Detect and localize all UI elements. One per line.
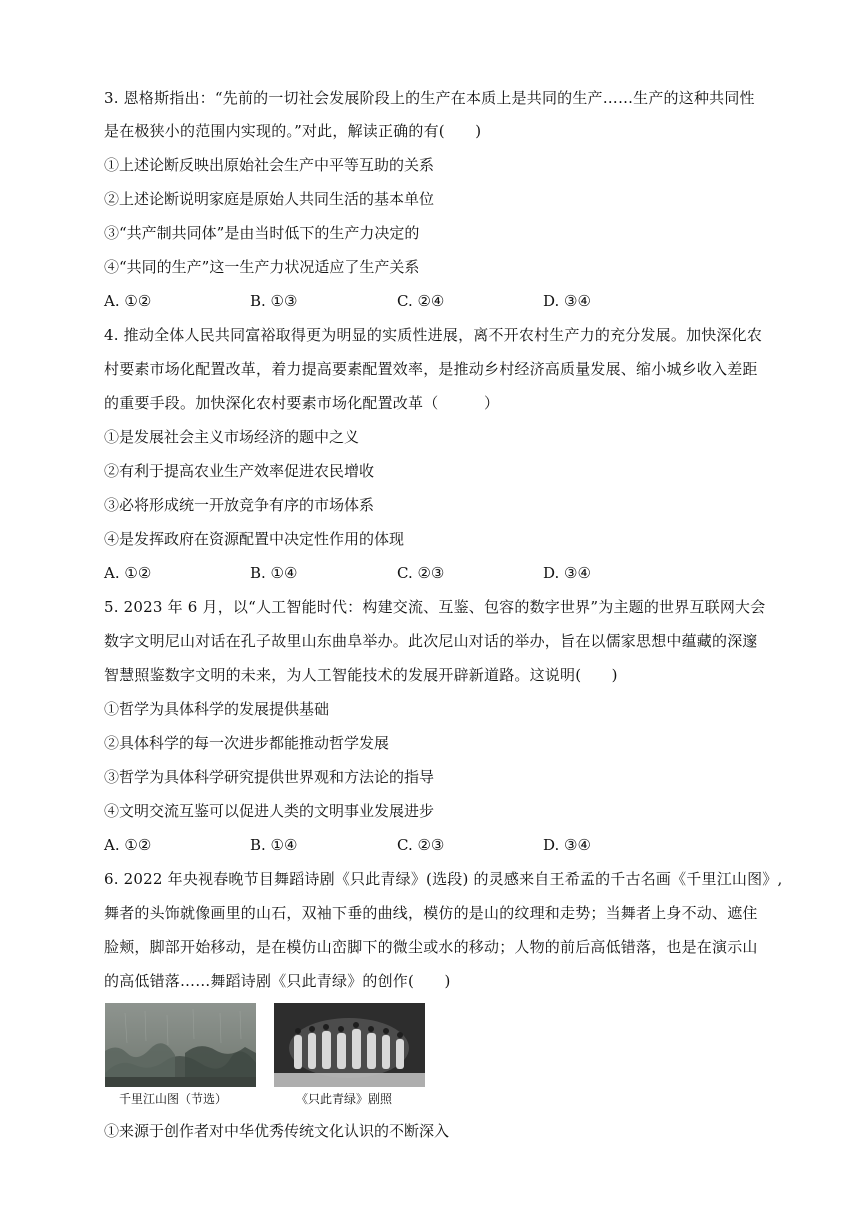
q4-stem-line-1: 4. 推动全体人民共同富裕取得更为明显的实质性进展，离不开农村生产力的充分发展。加快深化农 — [104, 326, 763, 344]
q6-stem-line-4: 的高低错落……舞蹈诗剧《只此青绿》的创作( ) — [104, 972, 451, 990]
q6-stem-line-1: 6. 2022 年央视春晚节目舞蹈诗剧《只此青绿》(选段) 的灵感来自王希孟的千古名画《千里江山图》, — [104, 870, 783, 888]
q4-option-c: C. ②③ — [397, 564, 445, 582]
q5-stem-line-2: 数字文明尼山对话在孔子故里山东曲阜举办。此次尼山对话的举办，旨在以儒家思想中蕴藏的深邃 — [104, 632, 758, 650]
q3-statement-1: ①上述论断反映出原始社会生产中平等互助的关系 — [104, 156, 435, 174]
q5-statement-3: ③哲学为具体科学研究提供世界观和方法论的指导 — [104, 768, 435, 786]
q5-stem-line-3: 智慧照鉴数字文明的未来，为人工智能技术的发展开辟新道路。这说明( ) — [104, 666, 618, 684]
q4-statement-4: ④是发挥政府在资源配置中决定性作用的体现 — [104, 530, 405, 548]
q3-option-c: C. ②④ — [397, 292, 445, 310]
q3-option-a: A. ①② — [104, 292, 152, 310]
q5-option-c: C. ②③ — [397, 836, 445, 854]
q4-statement-2: ②有利于提高农业生产效率促进农民增收 — [104, 462, 375, 480]
q6-stem-line-3: 脸颊，脚部开始移动，是在模仿山峦脚下的微尘或水的移动；人物的前后高低错落，也是在演示山 — [104, 938, 758, 956]
q4-stem-line-3: 的重要手段。加快深化农村要素市场化配置改革（ ） — [104, 394, 500, 412]
q3-stem-line-2: 是在极狭小的范围内实现的。”对此，解读正确的有( ) — [104, 122, 482, 140]
q6-stem-line-2: 舞者的头饰就像画里的山石，双袖下垂的曲线，模仿的是山的纹理和走势；当舞者上身不动、遮住 — [104, 904, 758, 922]
q6-statement-1: ①来源于创作者对中华优秀传统文化认识的不断深入 — [104, 1122, 450, 1140]
q5-option-b: B. ①④ — [250, 836, 298, 854]
q5-option-d: D. ③④ — [543, 836, 591, 854]
q3-stem-line-1: 3. 恩格斯指出：“先前的一切社会发展阶段上的生产在本质上是共同的生产……生产的这种共同性 — [104, 89, 755, 107]
q3-statement-3: ③“共产制共同体”是由当时低下的生产力决定的 — [104, 224, 420, 242]
q4-option-a: A. ①② — [104, 564, 152, 582]
q4-option-b: B. ①④ — [250, 564, 298, 582]
q4-statement-3: ③必将形成统一开放竞争有序的市场体系 — [104, 496, 375, 514]
q5-statement-2: ②具体科学的每一次进步都能推动哲学发展 — [104, 734, 390, 752]
q3-option-b: B. ①③ — [250, 292, 298, 310]
painting-caption: 千里江山图（节选） — [119, 1092, 228, 1106]
q5-statement-4: ④文明交流互鉴可以促进人类的文明事业发展进步 — [104, 802, 435, 820]
q3-option-d: D. ③④ — [543, 292, 591, 310]
q3-statement-2: ②上述论断说明家庭是原始人共同生活的基本单位 — [104, 190, 435, 208]
q3-statement-4: ④“共同的生产”这一生产力状况适应了生产关系 — [104, 258, 420, 276]
q5-statement-1: ①哲学为具体科学的发展提供基础 — [104, 700, 330, 718]
dance-stage-photo-image — [274, 1003, 425, 1087]
q5-option-a: A. ①② — [104, 836, 152, 854]
q5-stem-line-1: 5. 2023 年 6 月，以“人工智能时代：构建交流、互鉴、包容的数字世界”为主题的世界互联网大会 — [104, 598, 766, 616]
q4-option-d: D. ③④ — [543, 564, 591, 582]
q4-stem-line-2: 村要素市场化配置改革，着力提高要素配置效率，是推动乡村经济高质量发展、缩小城乡收入差距 — [104, 360, 758, 378]
dance-photo-caption: 《只此青绿》剧照 — [296, 1092, 393, 1106]
landscape-painting-image — [105, 1003, 256, 1087]
q4-statement-1: ①是发展社会主义市场经济的题中之义 — [104, 428, 360, 446]
